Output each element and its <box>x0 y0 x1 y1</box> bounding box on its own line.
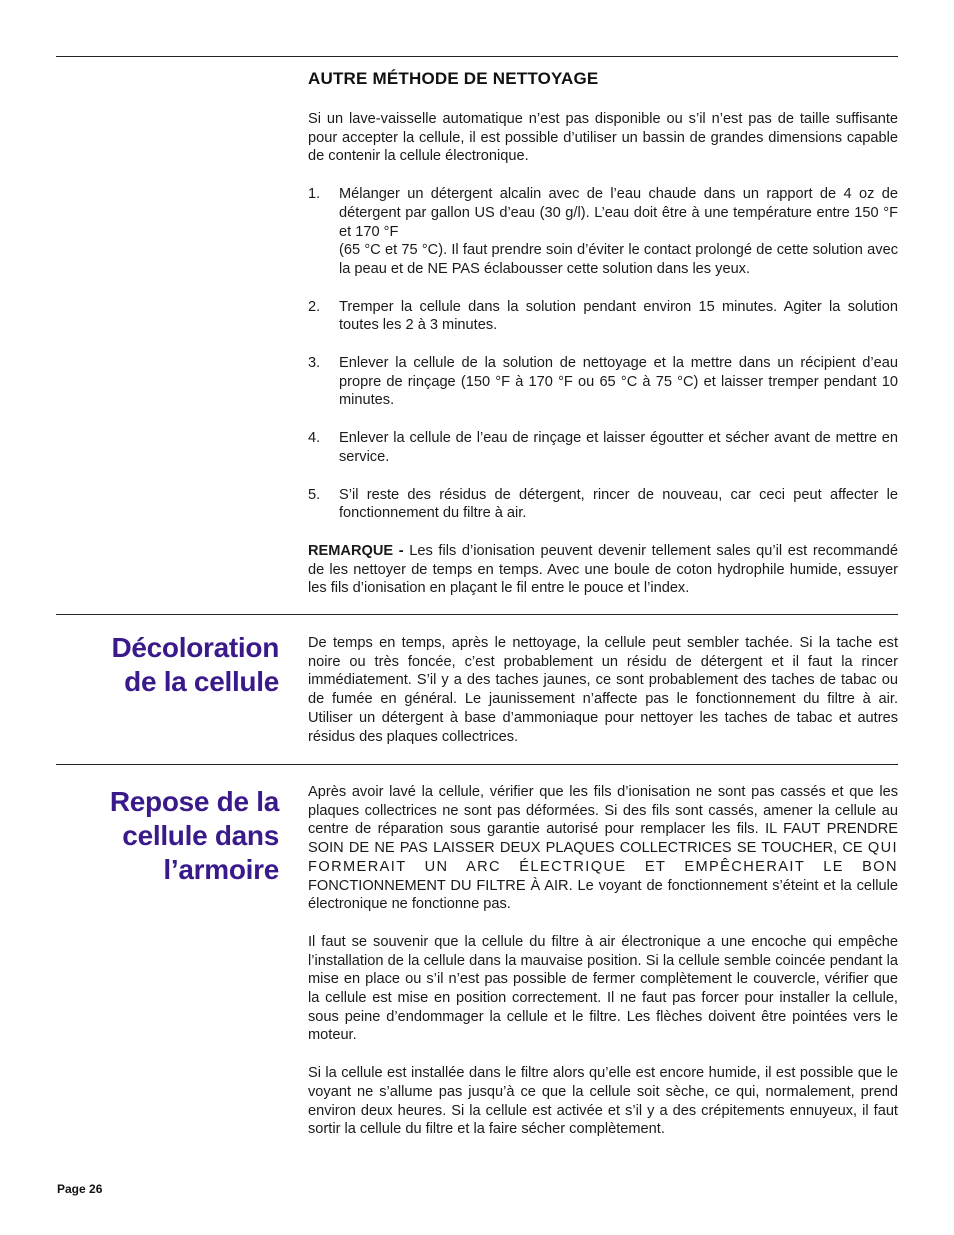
cleaning-steps-list <box>308 185 898 523</box>
repose-heading <box>49 785 279 887</box>
note-paragraph <box>308 542 898 598</box>
alt-method-intro: Si un lave-vaisselle automatique n’est pas disponible ou s’il n’est pas de taille suffisante pour accepter la cellule, il est possible d’utiliser un bassin de grandes dimensions capable de contenir la cellule électronique. <box>308 111 898 165</box>
heading-line: Repose de la <box>109 786 279 817</box>
note-label: REMARQUE - <box>308 542 404 559</box>
repose-section <box>308 783 898 1139</box>
repose-caps-line: QUI FORMERAIT UN ARC ÉLECTRIQUE ET EMPÊCHERAIT LE BON <box>308 840 898 875</box>
heading-line: cellule dans <box>122 820 279 851</box>
decoloration-heading <box>49 631 279 699</box>
repose-text: Après avoir lavé la cellule, vérifier que les fils d’ionisation ne sont pas cassés et que les plaques collectrices ne sont pas déformées. Si des fils sont cassés, amener la cellule au centre de réparation sous garantie autorisé pour remplacer les fils. IL FAUT PRENDRE SOIN DE NE PAS LAISSER DEUX PLAQUES COLLECTRICES SE TOUCHER, CE <box>308 784 898 857</box>
decoloration-body: De temps en temps, après le nettoyage, la cellule peut sembler tachée. Si la tache est noire ou très foncée, c’est probablement un résidu de détergent et il faut la rincer immédiatement. S’il y a des taches jaunes, ce sont probablement des taches de tabac ou de fumée en général. Le jaunissement n’affecte pas le fonctionnement du filtre à air. Utiliser un détergent à base d’ammoniaque pour nettoyer les taches de tabac et autres résidus des plaques collectrices. <box>308 635 898 745</box>
heading-line: l’armoire <box>163 854 279 885</box>
heading-line: de la cellule <box>124 666 279 697</box>
section-divider <box>56 614 898 615</box>
step-number: 3. <box>308 355 321 372</box>
alt-method-section <box>308 110 898 598</box>
step-item <box>308 429 898 466</box>
decoloration-section <box>308 634 898 746</box>
page-number: Page 26 <box>57 1182 103 1196</box>
step-item <box>308 486 898 523</box>
step-text: Enlever la cellule de l’eau de rinçage et laisser égoutter et sécher avant de mettre en service. <box>339 430 898 465</box>
repose-paragraph-3: Si la cellule est installée dans le filtre alors qu’elle est encore humide, il est possible que le voyant ne s’allume pas jusqu’à ce que la cellule soit sèche, ce qui, normalement, prend environ deux heures. Si la cellule est activée et s’il y a des crépitements ennuyeux, il faut sortir la cellule du filtre et la faire sécher complètement. <box>308 1065 898 1138</box>
step-number: 5. <box>308 486 321 503</box>
step-item <box>308 298 898 335</box>
repose-text: FONCTIONNEMENT DU FILTRE À AIR. Le voyant de fonctionnement s’éteint et la cellule électronique ne fonctionne pas. <box>308 877 898 913</box>
step-number: 4. <box>308 430 321 447</box>
step-number: 2. <box>308 298 321 315</box>
step-number: 1. <box>308 186 321 203</box>
step-text: Enlever la cellule de la solution de nettoyage et la mettre dans un récipient d’eau propre de rinçage (150 °F à 170 °F ou 65 °C à 75 °C) et laisser tremper pendant 10 minutes. <box>339 355 898 409</box>
step-text-continued: (65 °C et 75 °C). Il faut prendre soin d’éviter le contact prolongé de cette solution avec la peau et de NE PAS éclabousser cette solution dans les yeux. <box>339 242 898 277</box>
top-divider <box>56 56 898 57</box>
step-text: S’il reste des résidus de détergent, rincer de nouveau, car ceci peut affecter le fonctionnement du filtre à air. <box>339 486 898 522</box>
repose-paragraph-1 <box>308 783 898 914</box>
alt-method-heading: AUTRE MÉTHODE DE NETTOYAGE <box>308 69 599 88</box>
section-divider <box>56 764 898 765</box>
step-text: Mélanger un détergent alcalin avec de l’eau chaude dans un rapport de 4 oz de détergent par gallon US d’eau (30 g/l). L’eau doit être à une température entre 150 °F et 170 °F <box>339 186 898 240</box>
step-item <box>308 354 898 410</box>
repose-paragraph-2: Il faut se souvenir que la cellule du filtre à air électronique a une encoche qui empêche l’installation de la cellule dans la mauvaise position. Si la cellule semble coincée pendant la mise en place ou s’il n’est pas possible de fermer complètement le couvercle, vérifier que la cellule est mise en position correctement. Il ne faut pas forcer pour installer la cellule, sous peine d’endommager la cellule et le filtre. Les flèches doivent être pointées vers le moteur. <box>308 933 898 1044</box>
step-item <box>308 185 898 279</box>
step-text: Tremper la cellule dans la solution pendant environ 15 minutes. Agiter la solution toutes les 2 à 3 minutes. <box>339 298 898 334</box>
note-text: Les fils d’ionisation peuvent devenir tellement sales qu’il est recommandé de les nettoyer de temps en temps. Avec une boule de coton hydrophile humide, essuyer les fils d’ionisation en plaçant le fil entre le pouce et l’index. <box>308 542 898 597</box>
heading-line: Décoloration <box>111 632 279 663</box>
